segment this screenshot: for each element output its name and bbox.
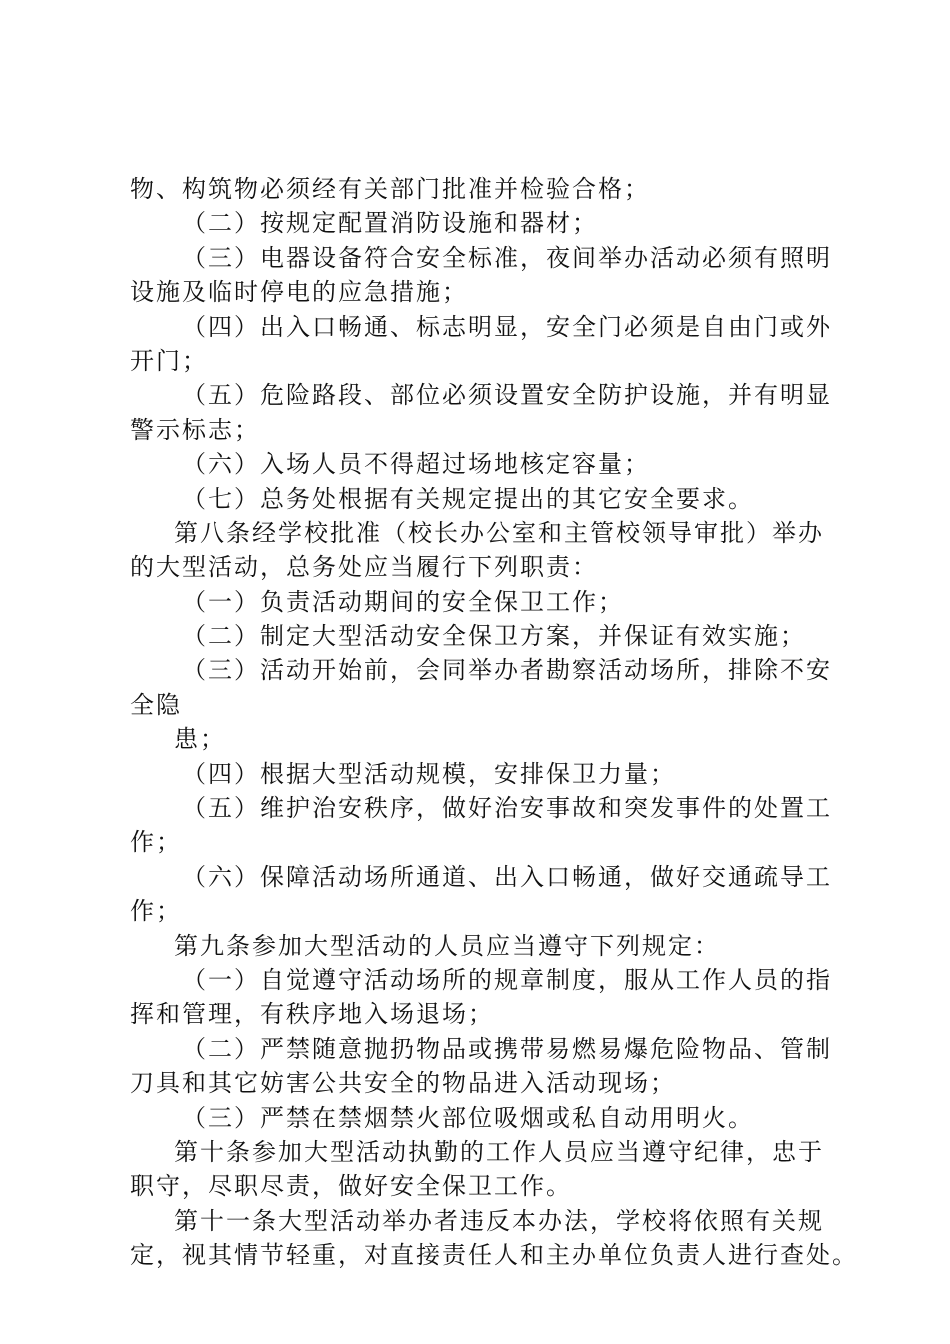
text-line: （四）根据大型活动规模，安排保卫力量； bbox=[182, 759, 676, 788]
text-line: （二）按规定配置消防设施和器材； bbox=[182, 209, 598, 238]
text-line: （五）维护治安秩序，做好治安事故和突发事件的处置工 bbox=[182, 794, 832, 823]
text-line: 刀具和其它妨害公共安全的物品进入活动现场； bbox=[130, 1069, 676, 1098]
text-line: 挥和管理，有秩序地入场退场； bbox=[130, 1000, 494, 1029]
text-line: 的大型活动，总务处应当履行下列职责： bbox=[130, 553, 598, 582]
text-line: （六）入场人员不得超过场地核定容量； bbox=[182, 450, 650, 479]
text-line: 作； bbox=[130, 897, 182, 926]
text-line: （四）出入口畅通、标志明显，安全门必须是自由门或外 bbox=[182, 312, 832, 341]
text-line: （三）电器设备符合安全标准，夜间举办活动必须有照明 bbox=[182, 243, 832, 272]
text-line: （三）活动开始前，会同举办者勘察活动场所，排除不安 bbox=[182, 656, 832, 685]
text-line: 全隐 bbox=[130, 690, 182, 719]
text-line: （七）总务处根据有关规定提出的其它安全要求。 bbox=[182, 484, 754, 513]
text-line: （五）危险路段、部位必须设置安全防护设施，并有明显 bbox=[182, 381, 832, 410]
text-line: 患； bbox=[174, 725, 226, 754]
text-line: 第十一条大型活动举办者违反本办法，学校将依照有关规 bbox=[174, 1206, 824, 1235]
text-line: （二）严禁随意抛扔物品或携带易燃易爆危险物品、管制 bbox=[182, 1034, 832, 1063]
document-body bbox=[130, 172, 858, 1273]
text-line: （一）自觉遵守活动场所的规章制度，服从工作人员的指 bbox=[182, 965, 832, 994]
text-line: （六）保障活动场所通道、出入口畅通，做好交通疏导工 bbox=[182, 862, 832, 891]
text-line: 定，视其情节轻重，对直接责任人和主办单位负责人进行查处。 bbox=[130, 1241, 858, 1270]
text-line: 作； bbox=[130, 828, 182, 857]
text-line: 物、构筑物必须经有关部门批准并检验合格； bbox=[130, 175, 650, 203]
text-line: 第八条经学校批准（校长办公室和主管校领导审批）举办 bbox=[174, 518, 824, 547]
text-line: （一）负责活动期间的安全保卫工作； bbox=[182, 587, 624, 616]
text-line: 第十条参加大型活动执勤的工作人员应当遵守纪律，忠于 bbox=[174, 1137, 824, 1166]
text-line: 设施及临时停电的应急措施； bbox=[130, 278, 468, 307]
text-line: 警示标志； bbox=[130, 415, 260, 444]
text-line: （二）制定大型活动安全保卫方案，并保证有效实施； bbox=[182, 622, 806, 651]
text-line: 第九条参加大型活动的人员应当遵守下列规定： bbox=[174, 931, 720, 960]
text-line: 职守，尽职尽责，做好安全保卫工作。 bbox=[130, 1172, 572, 1201]
text-line: 开门； bbox=[130, 346, 208, 375]
text-line: （三）严禁在禁烟禁火部位吸烟或私自动用明火。 bbox=[182, 1103, 754, 1132]
